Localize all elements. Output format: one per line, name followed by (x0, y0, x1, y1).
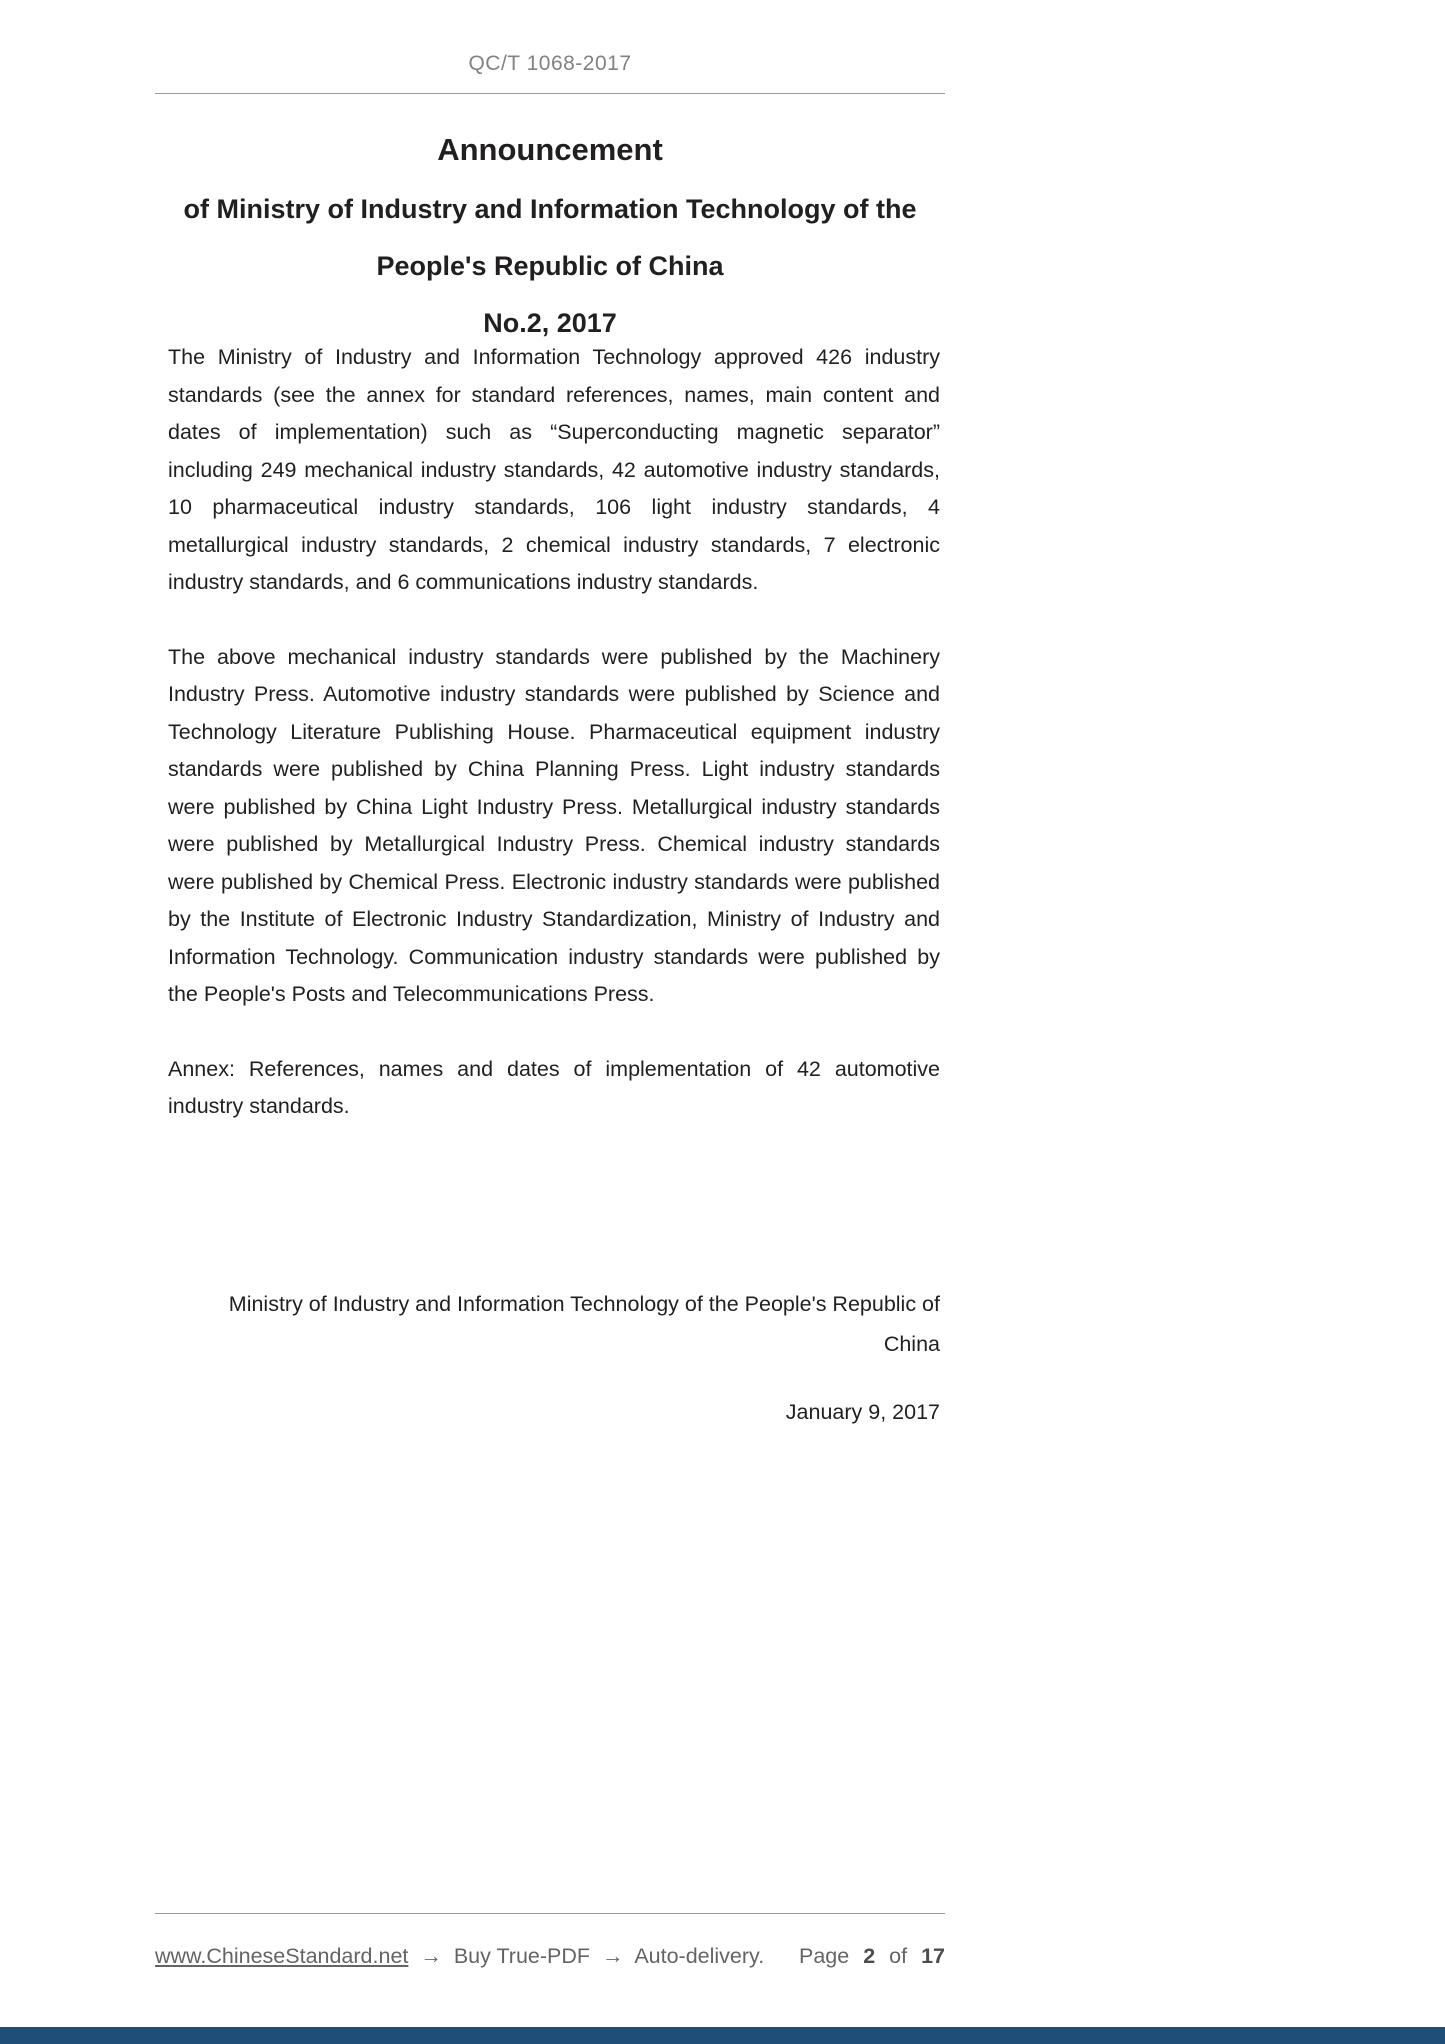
page-indicator (791, 1944, 945, 1969)
signature-date: January 9, 2017 (785, 1399, 940, 1424)
title-block (155, 132, 945, 339)
body-paragraph: Annex: References, names and dates of implementation of 42 automotive industry standards. (168, 1056, 940, 1118)
signature-block (168, 1284, 940, 1432)
document-body (168, 339, 940, 1126)
bottom-accent-bar (0, 2027, 1445, 2044)
body-paragraph: The Ministry of Industry and Information Technology approved 426 industry standards (see the annex for standard references, names, main content and dates of implementation) such as “Superconducting magnetic separator” including 249 mechanical industry standards, 42 automotive industry standards, 10 pharmaceutical industry standards, 106 light industry standards, 4 metallurgical industry standards, 2 chemical industry standards, 7 electronic industry standards, and 6 communications industry standards. (168, 345, 940, 594)
total-page-number: 17 (921, 1944, 945, 1968)
standard-code: QC/T 1068-2017 (468, 52, 632, 75)
page-title: Announcement (437, 132, 663, 167)
footer-left (155, 1944, 770, 1969)
footer-action-delivery: Auto-delivery. (634, 1944, 765, 1968)
header-divider (155, 93, 945, 94)
title-subtitle-line1: of Ministry of Industry and Information Technology of the (183, 194, 917, 224)
current-page-number: 2 (863, 1944, 876, 1968)
page-footer (155, 1913, 945, 1969)
footer-row (155, 1944, 945, 1969)
page-header (155, 0, 945, 76)
footer-action-buy: Buy True-PDF (453, 1944, 591, 1968)
footer-divider (155, 1913, 945, 1914)
title-issue-number: No.2, 2017 (483, 308, 617, 338)
arrow-right-icon: → (602, 1944, 624, 1968)
page-label: Page (799, 1944, 850, 1968)
body-paragraph: The above mechanical industry standards were published by the Machinery Industry Press. Automotive industry standards were published by Science and Technology Literature Publishing House. Pharmaceutical equipment industry standards were published by China Planning Press. Light industry standards were published by China Light Industry Press. Metallurgical industry standards were published by Metallurgical Industry Press. Chemical industry standards were published by Chemical Press. Electronic industry standards were published by the Institute of Electronic Industry Standardization, Ministry of Industry and Information Technology. Communication industry standards were published by the People's Posts and Telecommunications Press. (168, 644, 940, 1006)
arrow-right-icon: → (420, 1944, 442, 1968)
title-subtitle-line2: People's Republic of China (376, 251, 724, 281)
site-link[interactable]: www.ChineseStandard.net (155, 1944, 409, 1968)
signature-issuer: Ministry of Industry and Information Technology of the People's Republic of China (228, 1291, 940, 1356)
of-label: of (889, 1944, 908, 1968)
